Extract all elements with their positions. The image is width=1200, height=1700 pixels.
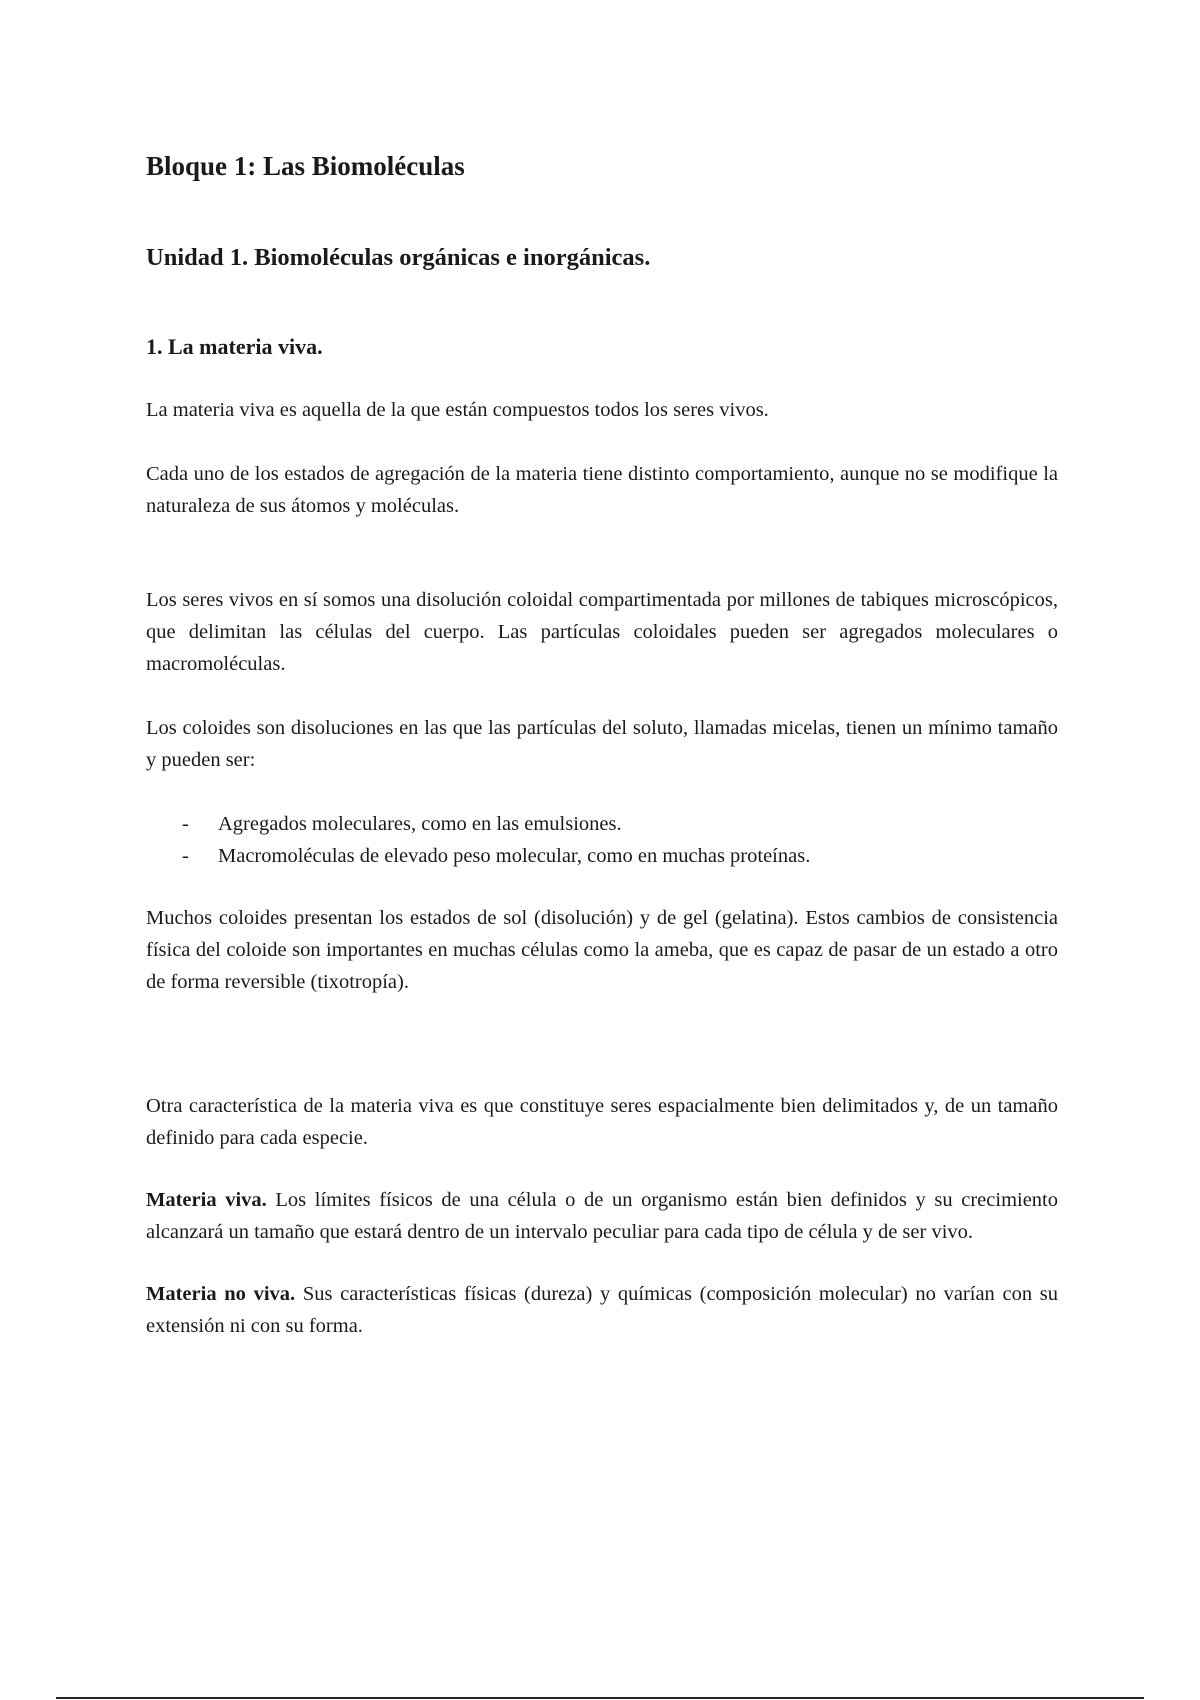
list-item-text: Macromoléculas de elevado peso molecular, como en muchas proteínas. xyxy=(218,845,811,867)
paragraph-disolucion-coloidal: Los seres vivos en sí somos una disolución coloidal compartimentada por millones de tabiques microscópicos, que delimitan las células del cuerpo. Las partículas coloidales pueden ser agregados moleculares o macromoléculas. xyxy=(146,589,1058,675)
unit-title: Unidad 1. Biomoléculas orgánicas e inorgánicas. xyxy=(146,244,651,271)
bottom-divider xyxy=(56,1697,1144,1699)
paragraph-materia-viva-definition: La materia viva es aquella de la que están compuestos todos los seres vivos. xyxy=(146,399,769,421)
document-content xyxy=(146,148,1058,1342)
list-item xyxy=(146,808,1058,840)
section-title: 1. La materia viva. xyxy=(146,334,323,359)
list-item-text: Agregados moleculares, como en las emulsiones. xyxy=(218,813,622,835)
definition-materia-no-viva xyxy=(146,1278,1058,1342)
paragraph-estados-agregacion: Cada uno de los estados de agregación de la materia tiene distinto comportamiento, aunque no se modifique la naturaleza de sus átomos y moléculas. xyxy=(146,463,1058,517)
definition-term: Materia viva. xyxy=(146,1189,267,1211)
dash-bullet: - xyxy=(182,813,189,835)
block-title: Bloque 1: Las Biomoléculas xyxy=(146,151,465,181)
paragraph-sol-gel: Muchos coloides presentan los estados de sol (disolución) y de gel (gelatina). Estos cambios de consistencia física del coloide son importantes en muchas células como la ameba, que es capaz de pasar de un estado a otro de forma reversible (tixotropía). xyxy=(146,907,1058,993)
definition-materia-viva xyxy=(146,1184,1058,1248)
list-item xyxy=(146,840,1058,872)
definition-text: Sus características físicas (dureza) y químicas (composición molecular) no varían con su extensión ni con su forma. xyxy=(146,1283,1058,1337)
paragraph-otra-caracteristica: Otra característica de la materia viva es que constituye seres espacialmente bien delimitados y, de un tamaño definido para cada especie. xyxy=(146,1095,1058,1149)
colloid-types-list xyxy=(146,808,1058,872)
paragraph-coloides: Los coloides son disoluciones en las que las partículas del soluto, llamadas micelas, tienen un mínimo tamaño y pueden ser: xyxy=(146,717,1058,771)
definition-term: Materia no viva. xyxy=(146,1283,296,1305)
dash-bullet: - xyxy=(182,845,189,867)
definition-text: Los límites físicos de una célula o de un organismo están bien definidos y su crecimiento alcanzará un tamaño que estará dentro de un intervalo peculiar para cada tipo de célula y de ser vivo. xyxy=(146,1189,1059,1243)
